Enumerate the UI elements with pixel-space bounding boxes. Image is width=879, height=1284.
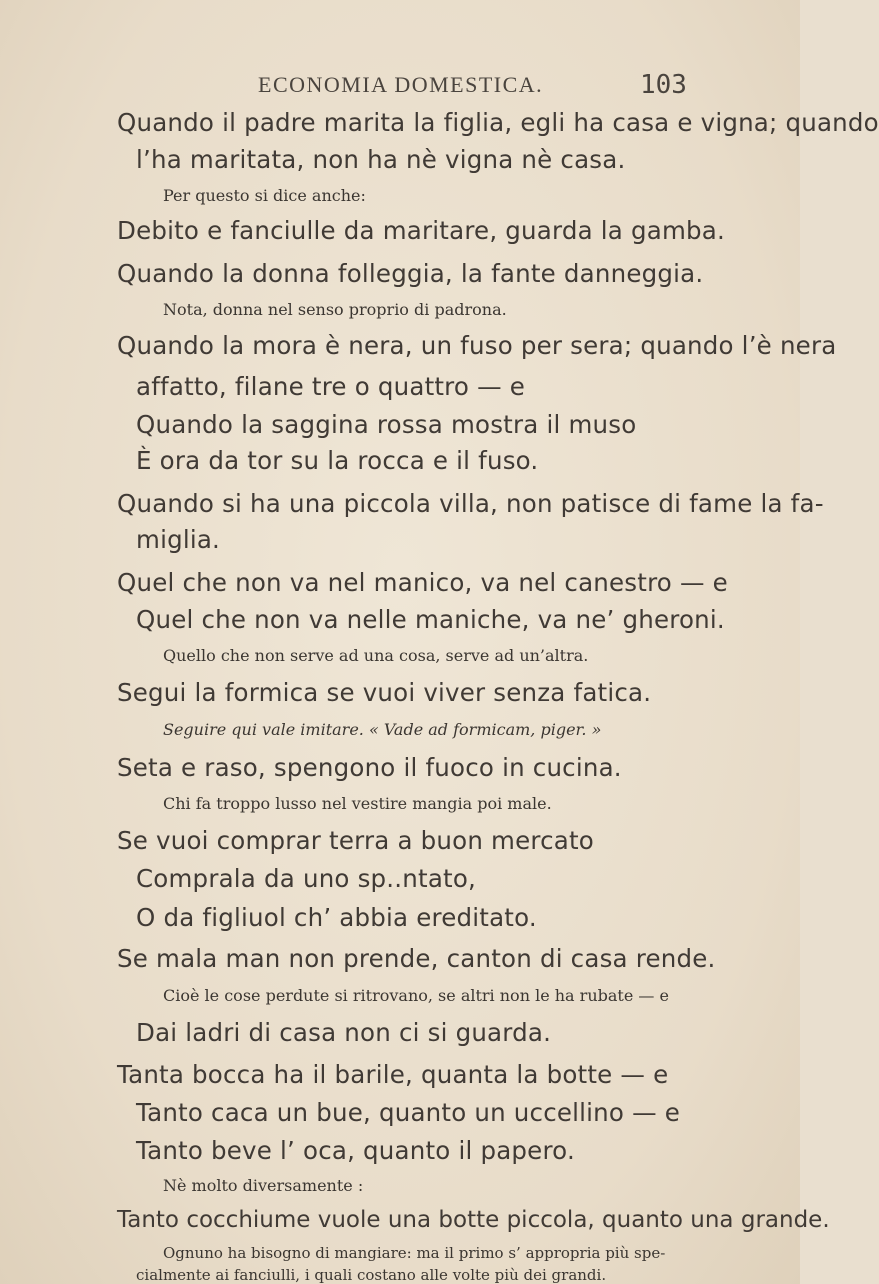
text-line: Tanto cocchiume vuole una botte piccola, quanto una grande. [117,1207,830,1233]
text-line: Quando la donna folleggia, la fante danneggia. [117,259,704,288]
running-title: ECONOMIA DOMESTICA. [258,72,544,97]
text-line: Segui la formica se vuoi viver senza fatica. [117,678,652,707]
text-line: Tanta bocca ha il barile, quanta la botte — e [117,1060,669,1089]
note-line: Seguire qui vale imitare. « Vade ad formicam, piger. » [163,720,602,739]
text-line: O da figliuol ch’ abbia ereditato. [136,903,537,932]
note-line: Quello che non serve ad una cosa, serve ad un’altra. [163,646,589,665]
page-number: 103 [640,70,687,100]
text-line: l’ha maritata, non ha nè vigna nè casa. [136,145,626,174]
note-line: Ognuno ha bisogno di mangiare: ma il primo s’ appropria più spe- [163,1244,666,1262]
text-line: Se mala man non prende, canton di casa rende. [117,944,716,973]
text-line: Quel che non va nel manico, va nel canestro — e [117,568,728,597]
text-line: Quando la saggina rossa mostra il muso [136,410,637,439]
text-line: Quando si ha una piccola villa, non patisce di fame la fa- [117,489,824,518]
text-line: Se vuoi comprar terra a buon mercato [117,826,594,855]
note-line: Nota, donna nel senso proprio di padrona. [163,300,507,319]
text-line: Quando il padre marita la figlia, egli ha casa e vigna; quando [117,108,879,137]
text-line: miglia. [136,525,221,554]
text-line: Tanto caca un bue, quanto un uccellino — e [136,1098,681,1127]
note-line: Chi fa troppo lusso nel vestire mangia poi male. [163,794,552,813]
note-line: Nè molto diversamente : [163,1176,364,1195]
text-line: Tanto beve l’ oca, quanto il papero. [136,1136,575,1165]
text-line: Comprala da uno sp..ntato, [136,864,477,893]
running-header [0,72,800,102]
text-line: affatto, filane tre o quattro — e [136,372,526,401]
text-line: Quel che non va nelle maniche, va ne’ gheroni. [136,605,725,634]
note-line: Cioè le cose perdute si ritrovano, se altri non le ha rubate — e [163,986,669,1005]
text-line: Debito e fanciulle da maritare, guarda la gamba. [117,216,725,245]
text-line: Quando la mora è nera, un fuso per sera; quando l’è nera [117,331,837,360]
note-line: cialmente ai fanciulli, i quali costano alle volte più dei grandi. [136,1266,607,1284]
text-line: È ora da tor su la rocca e il fuso. [136,446,539,475]
text-line: Dai ladri di casa non ci si guarda. [136,1018,552,1047]
text-line: Seta e raso, spengono il fuoco in cucina. [117,753,622,782]
note-line: Per questo si dice anche: [163,186,366,205]
